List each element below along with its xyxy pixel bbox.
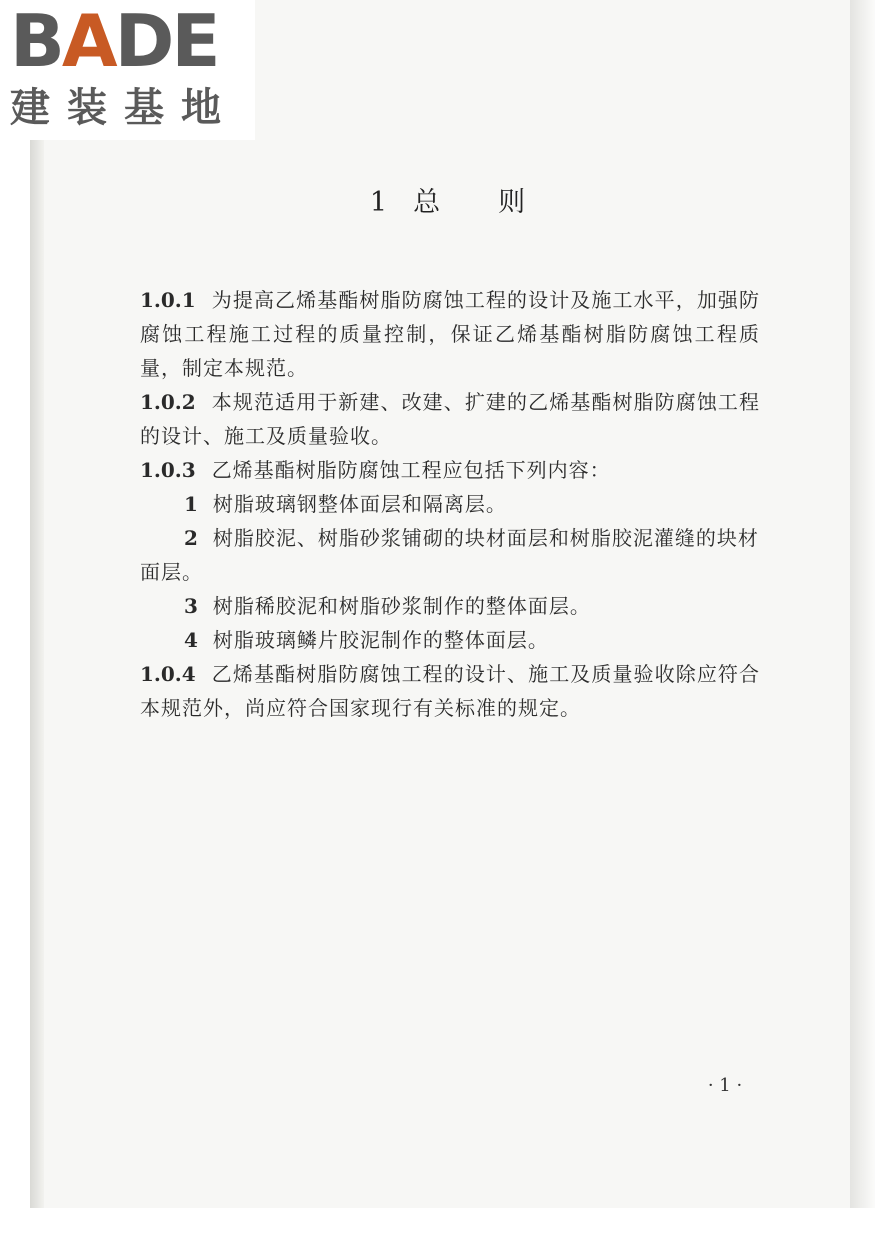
chapter-body [140,283,760,725]
chapter-title [0,183,875,223]
item-number: 3 [184,594,199,618]
clause-text: 为提高乙烯基酯树脂防腐蚀工程的设计及施工水平，加强防腐蚀工程施工过程的质量控制，保证乙烯基酯树脂防腐蚀工程质量，制定本规范。 [140,288,760,380]
clause-number: 1.0.4 [140,662,196,686]
item-text: 树脂玻璃钢整体面层和隔离层。 [212,492,507,516]
logo-letter-a: A [61,0,115,83]
logo-letters-de: DE [114,0,218,83]
clause-1-0-2 [140,385,760,453]
clause-text: 本规范适用于新建、改建、扩建的乙烯基酯树脂防腐蚀工程的设计、施工及质量验收。 [140,390,760,448]
item-number: 4 [184,628,199,652]
item-text: 树脂玻璃鳞片胶泥制作的整体面层。 [212,628,549,652]
clause-number: 1.0.1 [140,288,196,312]
list-item [140,623,760,657]
clause-text: 乙烯基酯树脂防腐蚀工程应包括下列内容： [211,458,611,482]
clause-1-0-3 [140,453,760,487]
item-number: 2 [184,526,199,550]
clause-1-0-1 [140,283,760,385]
clause-1-0-4 [140,657,760,725]
item-text: 树脂稀胶泥和树脂砂浆制作的整体面层。 [212,594,591,618]
bade-logo [0,0,255,140]
list-item [140,487,760,521]
clause-text: 乙烯基酯树脂防腐蚀工程的设计、施工及质量验收除应符合本规范外，尚应符合国家现行有关标准的规定。 [140,662,760,720]
clause-number: 1.0.3 [140,458,196,482]
logo-wordmark [10,0,218,82]
bottom-margin [0,1208,875,1242]
list-item [140,589,760,623]
logo-letter-b: B [10,0,62,83]
chapter-title-char-2: 则 [498,187,526,218]
clause-number: 1.0.2 [140,390,196,414]
page-edge-shadow [30,0,44,1208]
page-number: · 1 · [707,1075,743,1096]
item-number: 1 [184,492,199,516]
item-text: 树脂胶泥、树脂砂浆铺砌的块材面层和树脂胶泥灌缝的块材面层。 [140,526,759,584]
list-item [140,521,760,589]
chapter-title-char-1: 总 [413,187,441,218]
logo-subtitle: 建装基地 [10,85,238,131]
chapter-number: 1 [369,187,388,218]
